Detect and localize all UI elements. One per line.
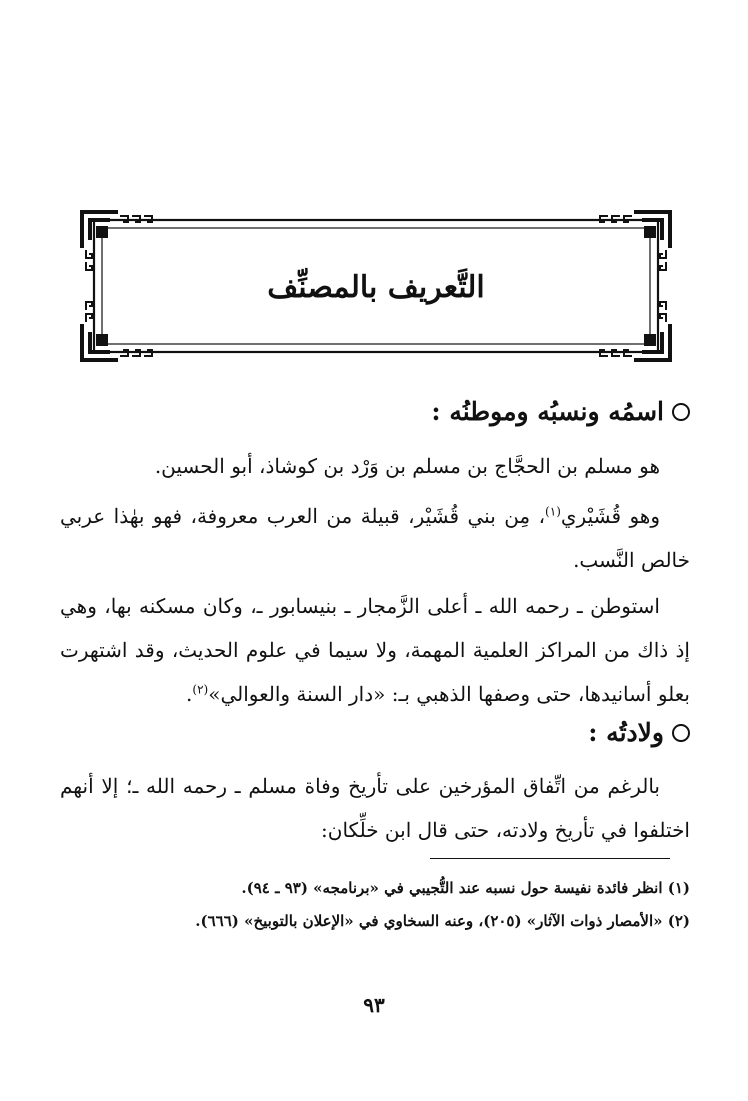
paragraph-2: وهو قُشَيْري$^{(١)}$، مِن بني قُشَيْر، قبيلة من العرب معروفة، فهو بهٰذا عربي خالص النَّسب. xyxy=(60,504,690,572)
footnote-2: (٢) «الأمصار ذوات الآثار» (٢٠٥)، وعنه السخاوي في «الإعلان بالتوبيخ» (٦٦٦). xyxy=(195,912,690,930)
circle-bullet-icon xyxy=(672,724,690,742)
footnote-ref-2[interactable]: (٢) xyxy=(192,682,209,697)
footnote-separator xyxy=(430,858,670,859)
birth-section xyxy=(60,713,690,753)
section-heading-name: اسمُه ونسبُه وموطنُه : xyxy=(60,392,690,432)
section-heading-birth: ولادتُه : xyxy=(60,713,690,753)
footnote-1: (١) انظر فائدة نفيسة حول نسبه عند التُّجيبي في «برنامجه» (٩٣ ـ ٩٤). xyxy=(241,879,690,897)
paragraph-3: استوطن ـ رحمه الله ـ أعلى الزَّمجار ـ بنيسابور ـ، وكان مسكنه بها، وهي إذ ذاك من المراكز العلمية المهمة، ولا سيما في علوم الحديث، وقد اشتهرت بعلو أسانيدها، حتى وصفها الذهبي بـ: «دار السنة والعوالي»$^{(٢)}$. xyxy=(60,594,690,706)
footnote-ref-1[interactable]: (١) xyxy=(545,504,561,519)
paragraph-4: بالرغم من اتِّفاق المؤرخين على تأريخ وفاة مسلم ـ رحمه الله ـ؛ إلا أنهم اختلفوا في تأريخ ولادته، حتى قال ابن خلِّكان: xyxy=(60,774,690,842)
page-number: ٩٣ xyxy=(363,993,385,1017)
title-frame xyxy=(80,210,672,362)
paragraph-1: هو مسلم بن الحجَّاج بن مسلم بن وَرْد بن كوشاذ، أبو الحسين. xyxy=(154,454,660,478)
name-section xyxy=(60,392,690,432)
circle-bullet-icon xyxy=(672,403,690,421)
footnotes xyxy=(60,872,690,938)
page-title: التَّعريف بالمصنِّف xyxy=(267,270,485,305)
